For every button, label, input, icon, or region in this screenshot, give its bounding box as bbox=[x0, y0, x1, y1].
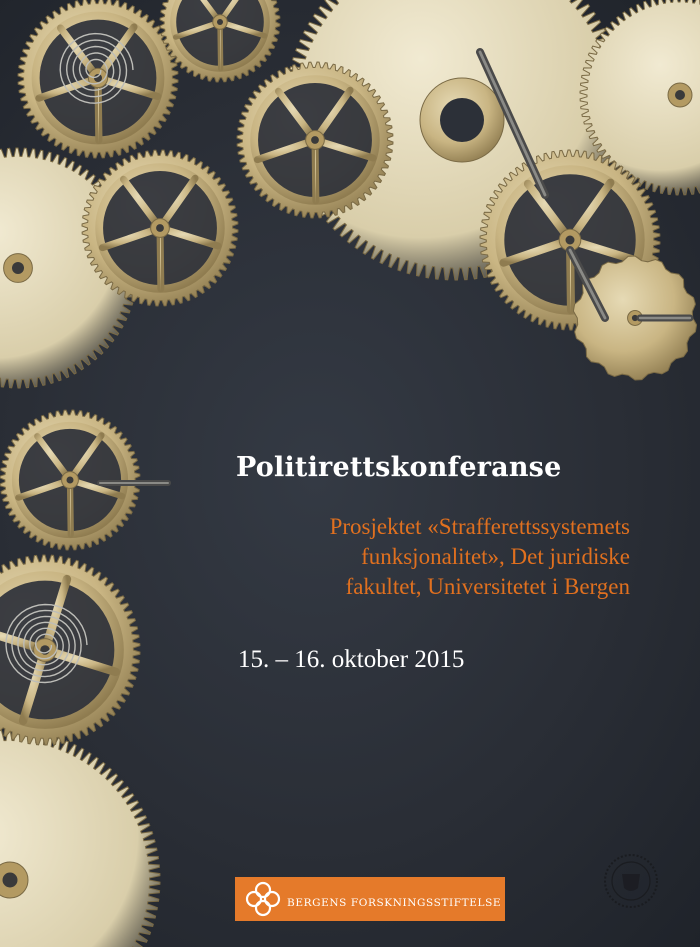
spoked-gear-top-left bbox=[18, 0, 178, 158]
four-rings-logo-icon bbox=[241, 877, 285, 921]
project-subtitle bbox=[210, 512, 630, 602]
conference-date: 15. – 16. oktober 2015 bbox=[238, 646, 465, 673]
subtitle-line: funksjonalitet», Det juridiske bbox=[361, 544, 630, 569]
subtitle-line: Prosjektet «Strafferettssystemets bbox=[329, 514, 630, 539]
spoked-gear-center bbox=[237, 62, 393, 218]
spoked-gear-top bbox=[160, 0, 280, 82]
spoked-gear-lower-left bbox=[0, 555, 140, 745]
sponsor-banner bbox=[235, 877, 505, 921]
university-seal-icon bbox=[602, 852, 660, 910]
brass-ring bbox=[420, 78, 504, 162]
subtitle-line: fakultet, Universitetet i Bergen bbox=[345, 574, 630, 599]
bottom-left-pale-gear bbox=[0, 730, 160, 947]
conference-title: Politirettskonferanse bbox=[236, 452, 562, 483]
sponsor-name: BERGENS FORSKNINGSSTIFTELSE bbox=[287, 897, 502, 909]
spoked-gear-left bbox=[82, 150, 238, 306]
